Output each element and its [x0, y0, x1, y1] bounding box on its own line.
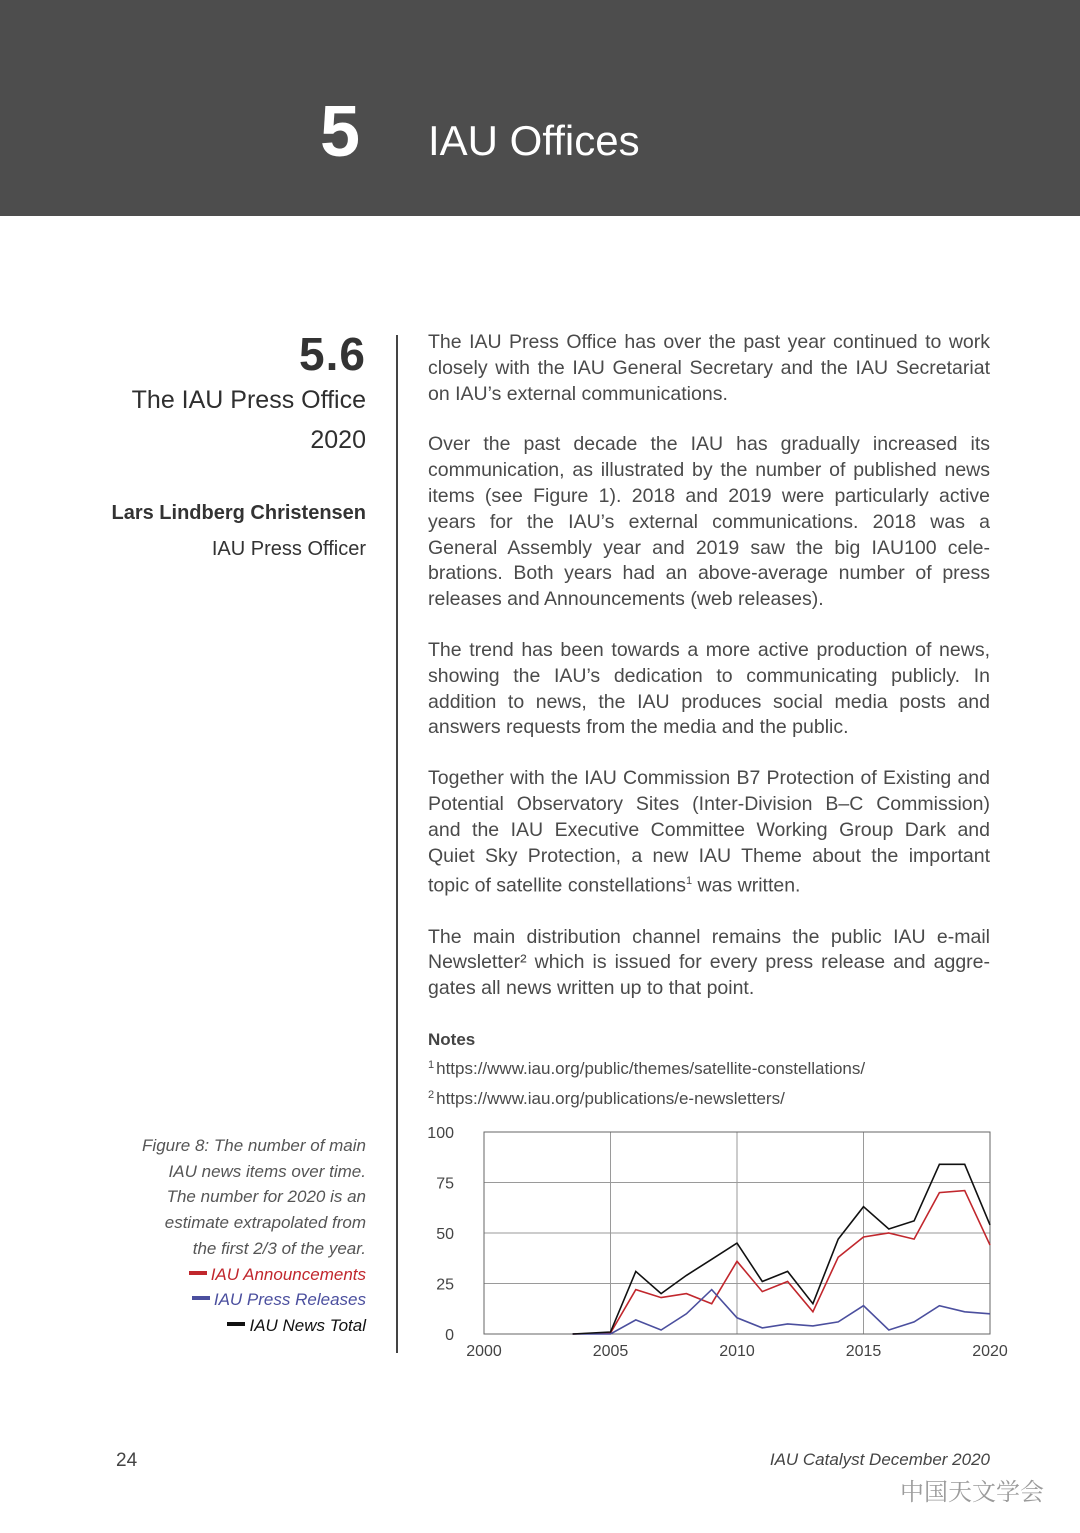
publication-title: IAU Catalyst December 2020 — [769, 1450, 990, 1469]
paragraph-with-footnote — [428, 766, 990, 899]
note-link[interactable]: https://www.iau.org/public/themes/satellite-constellations/ — [436, 1059, 866, 1078]
caption-line: the first 2/3 of the year. — [192, 1238, 366, 1258]
paragraph: The main distribution channel remains the public IAU e-mail Newsletter² which is issued for every press release and aggregates all news written up to that point. — [428, 925, 990, 1000]
caption-line: The number for 2020 is an — [166, 1187, 366, 1207]
note-link[interactable]: https://www.iau.org/publications/e-newsletters/ — [436, 1089, 785, 1108]
notes-heading: Notes — [428, 1030, 476, 1049]
legend-item-press-releases — [106, 1287, 366, 1313]
footnote-ref: 1 — [685, 875, 693, 888]
y-tick-label: 75 — [436, 1175, 454, 1193]
chapter-banner — [0, 0, 1080, 216]
chapter-number: 5 — [320, 92, 361, 172]
legend-swatch — [192, 1296, 210, 1300]
note-item — [428, 1052, 990, 1082]
paragraph-tail: was written. — [692, 874, 801, 897]
figure-caption — [106, 1133, 366, 1339]
author-name: Lars Lindberg Christensen — [111, 502, 366, 524]
legend-swatch — [189, 1271, 207, 1275]
x-tick-label: 2010 — [719, 1343, 755, 1360]
x-tick-label: 2000 — [466, 1343, 502, 1360]
legend-swatch — [227, 1322, 245, 1326]
x-tick-label: 2005 — [592, 1343, 629, 1360]
news-items-line-chart — [420, 1118, 1020, 1363]
paragraph-text: Together with the IAU Commission B7 Protection of Existing and Potential Observatory Sites (Inter-Division B–C Commission) and the IAU Executive Committee Working Group Dark and Quiet Sky Protection, a new IAU Theme about the important topic of satellite constellations — [428, 767, 990, 897]
note-item — [428, 1082, 990, 1112]
chapter-title: IAU Offices — [428, 117, 640, 164]
legend-label: IAU News Total — [249, 1315, 366, 1335]
y-tick-label: 25 — [436, 1276, 454, 1294]
legend-item-announcements — [106, 1262, 366, 1288]
series-line-iau-news-total — [573, 1164, 990, 1334]
x-tick-label: 2020 — [972, 1343, 1008, 1360]
y-tick-label: 100 — [427, 1125, 454, 1142]
page-number: 24 — [116, 1450, 138, 1471]
notes-section — [428, 1028, 990, 1112]
series-line-iau-press-releases — [573, 1290, 990, 1334]
legend-label: IAU Announcements — [210, 1264, 366, 1284]
legend-item-news-total — [106, 1313, 366, 1339]
note-number: 1 — [428, 1059, 435, 1071]
x-tick-label: 2015 — [845, 1343, 882, 1360]
y-tick-label: 0 — [445, 1327, 454, 1344]
paragraph: The trend has been towards a more active production of news, showing the IAU’s dedication to communicating publicly. In addition to news, the IAU produces social media posts and answers requests from the media and the public. — [428, 638, 990, 739]
article-body — [428, 330, 990, 1027]
author-role: IAU Press Officer — [211, 538, 366, 560]
y-tick-label: 50 — [436, 1226, 454, 1243]
section-year: 2020 — [310, 426, 366, 454]
section-number: 5.6 — [299, 328, 366, 380]
wechat-watermark: 中国天文学会 — [900, 1479, 1044, 1506]
note-number: 2 — [428, 1089, 435, 1101]
legend-label: IAU Press Releases — [213, 1290, 366, 1310]
section-title: The IAU Press Office — [131, 386, 366, 414]
paragraph: The IAU Press Office has over the past year continued to work closely with the IAU General Secretary and the IAU Secretariat on IAU’s external communications. — [428, 331, 990, 405]
column-divider — [396, 335, 398, 1353]
paragraph: Over the past decade the IAU has gradually increased its communication, as illustrated by the number of published news items (see Figure 1). 2018 and 2019 were particularly active years for the IAU’s external communications. 2018 was a General Assembly year and 2019 saw the big IAU100 celebrations. Both years had an above-average number of press releases and Announcements (web releases). — [428, 433, 990, 611]
caption-line: IAU news items over time. — [168, 1161, 366, 1181]
caption-line: estimate extrapolated from — [164, 1213, 366, 1233]
caption-line: Figure 8: The number of main — [142, 1136, 366, 1155]
